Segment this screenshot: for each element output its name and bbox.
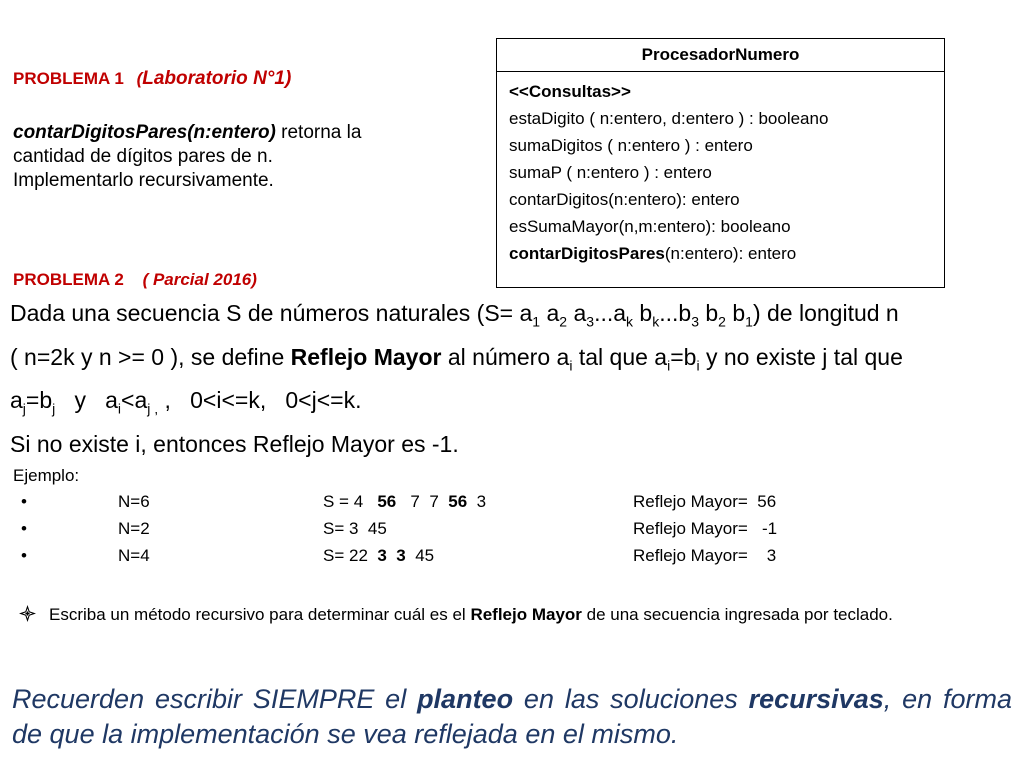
example-row xyxy=(13,546,823,573)
function-name: contarDigitosPares(n:entero) xyxy=(13,122,276,143)
problema1-heading xyxy=(13,68,291,90)
problema2-statement xyxy=(10,296,1015,462)
problema1-line-3: Implementarlo recursivamente. xyxy=(13,170,274,191)
task-instruction: Escriba un método recursivo para determinar cuál es el Reflejo Mayor de una secuencia ingresada por teclado. xyxy=(49,605,893,624)
class-method: contarDigitos(n:entero): entero xyxy=(509,190,740,209)
term-reflejo-mayor: Reflejo Mayor xyxy=(290,343,442,370)
class-box xyxy=(496,38,945,288)
emphasis-planteo: planteo xyxy=(417,684,514,714)
bullet: • xyxy=(21,492,27,511)
example-s: S= 3 45 xyxy=(323,519,387,538)
problema1-sub-open: ( xyxy=(136,69,143,88)
problema1-description xyxy=(13,121,443,193)
class-method: sumaP ( n:entero ) : entero xyxy=(509,163,712,182)
problema1-subtitle: Laboratorio N°1) xyxy=(142,68,292,89)
class-method: sumaDigitos ( n:entero ) : entero xyxy=(509,136,753,155)
statement-line-3: $a_j=b_j$ y $a_i<a_{j ,}$ , 0<i<=k, 0<j<=k. xyxy=(10,387,362,417)
problema2-heading xyxy=(13,270,257,290)
problema2-label: PROBLEMA 2 xyxy=(13,270,124,289)
example-n: N=6 xyxy=(118,492,150,511)
bullet: • xyxy=(21,546,27,565)
problema1-line-2: cantidad de dígitos pares de n. xyxy=(13,146,273,167)
example-result: Reflejo Mayor= -1 xyxy=(633,519,778,538)
example-row xyxy=(13,519,823,546)
class-stereotype: <<Consultas>> xyxy=(509,82,631,101)
class-title: ProcesadorNumero xyxy=(497,39,944,72)
problema1-desc-1: retorna la xyxy=(275,122,362,143)
statement-line-4: Si no existe i, entonces Reflejo Mayor es -1. xyxy=(10,430,459,457)
example-s: S = 4 56 7 7 56 3 xyxy=(323,492,487,511)
method-name: contarDigitosPares xyxy=(509,244,665,263)
statement-line-2: ( n=2k y n >= 0 ), se define Reflejo Mayor al número $a_i$ tal que $a_i=b_i$ y no existe j tal que xyxy=(10,343,903,374)
example-n: N=2 xyxy=(118,519,150,538)
example-label: Ejemplo: xyxy=(13,466,80,485)
example-s: S= 22 3 3 45 xyxy=(323,546,435,565)
example-result: Reflejo Mayor= 3 xyxy=(633,546,777,565)
class-method: estaDigito ( n:entero, d:entero ) : booleano xyxy=(509,109,829,128)
class-method: esSumaMayor(n,m:entero): booleano xyxy=(509,217,791,236)
method-signature: (n:entero): entero xyxy=(664,244,797,263)
class-method-highlighted xyxy=(509,240,932,267)
problema1-label: PROBLEMA 1 xyxy=(13,69,124,88)
example-result: Reflejo Mayor= 56 xyxy=(633,492,777,511)
bullet: • xyxy=(21,519,27,538)
class-members xyxy=(497,72,944,273)
term-reflejo-mayor: Reflejo Mayor xyxy=(470,605,582,624)
diamond-bullet-icon xyxy=(19,605,36,622)
example-row xyxy=(13,492,823,519)
example-list xyxy=(13,492,823,573)
example-n: N=4 xyxy=(118,546,150,565)
problema2-subtitle: ( Parcial 2016) xyxy=(142,270,257,289)
problema1-line-1 xyxy=(13,121,443,145)
closing-reminder: Recuerden escribir SIEMPRE el planteo en las soluciones recursivas, en forma de que la implementación se vea reflejada en el mismo. xyxy=(12,684,1012,749)
emphasis-recursivas: recursivas xyxy=(748,684,884,714)
statement-line-1: Dada una secuencia S de números naturales ($S= a_1$ $a_2$ $a_3...a_k$ $b_k...b_3$ $b_2$ $b_1$) de longitud n xyxy=(10,300,899,330)
